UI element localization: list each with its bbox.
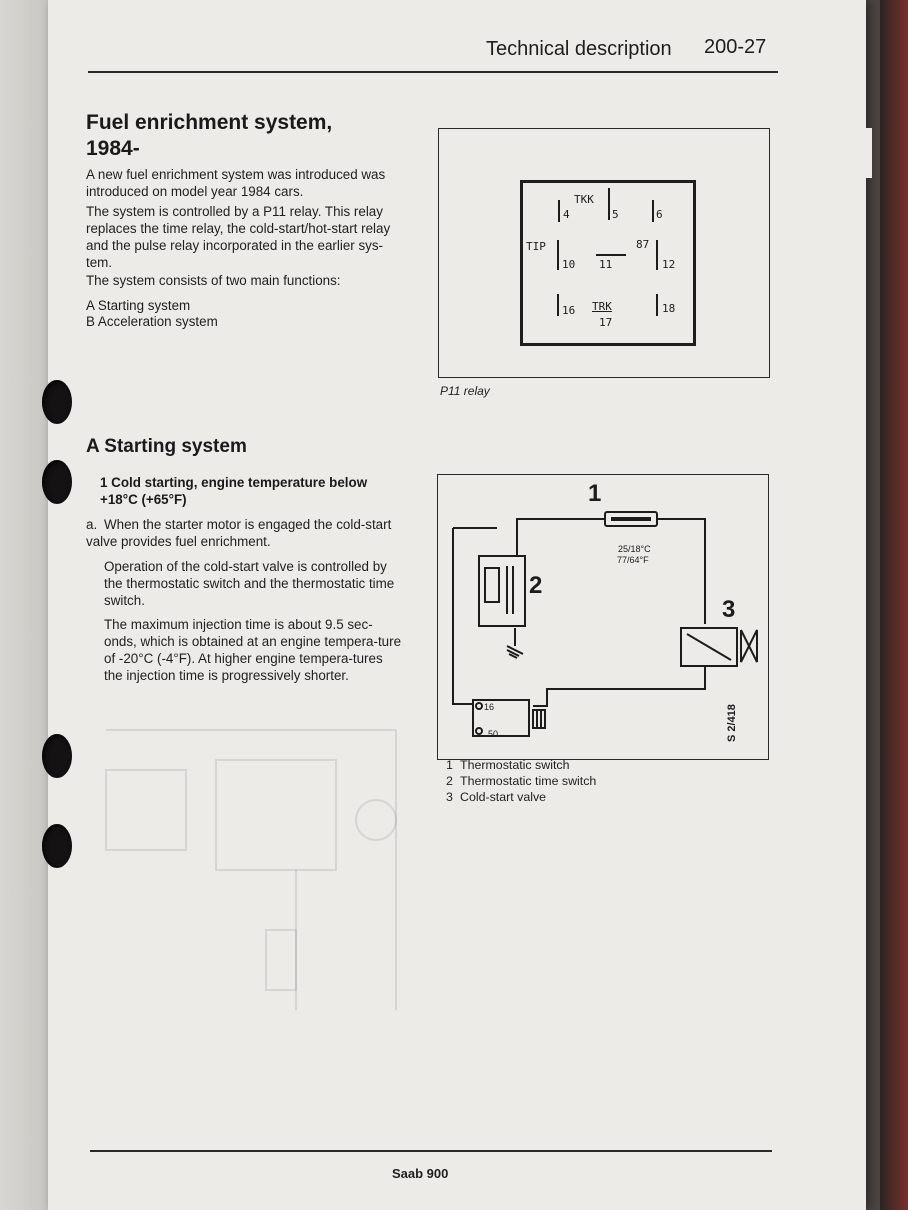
temperature-label: 77/64°F bbox=[617, 555, 649, 565]
terminal-label: 50 bbox=[488, 729, 499, 739]
pin-terminal bbox=[596, 254, 626, 256]
list-item-label: a. bbox=[86, 517, 98, 532]
functions-paragraph: The system consists of two main functions: bbox=[86, 273, 341, 288]
pin-label: TIP bbox=[526, 240, 546, 253]
pin-label: 11 bbox=[599, 258, 613, 271]
pin-label: TKK bbox=[574, 193, 594, 206]
intro-paragraph: A new fuel enrichment system was introduced was introduced on model year 1984 cars. bbox=[86, 167, 386, 199]
pin-label: TRK bbox=[592, 300, 612, 313]
page-number: 200-27 bbox=[704, 36, 767, 58]
function-a: A Starting system bbox=[86, 298, 191, 313]
legend-label: Thermostatic time switch bbox=[460, 774, 597, 788]
pin-label: 5 bbox=[612, 208, 619, 221]
terminal-label: 16 bbox=[484, 702, 495, 712]
pin-label: 17 bbox=[599, 316, 613, 329]
pin-label: 12 bbox=[662, 258, 676, 271]
bleed-through-diagram bbox=[96, 690, 426, 1090]
pin-terminal bbox=[656, 294, 658, 316]
legend-label: Thermostatic switch bbox=[460, 758, 570, 772]
legend-number: 3 bbox=[446, 790, 453, 804]
binder-edge bbox=[880, 0, 908, 1210]
pin-label: 18 bbox=[662, 302, 676, 315]
function-b: B Acceleration system bbox=[86, 314, 218, 329]
pin-label: 4 bbox=[563, 208, 570, 221]
pin-terminal bbox=[652, 200, 654, 222]
section-title: Technical description bbox=[486, 38, 672, 60]
indent-paragraph: The maximum injection time is about 9.5 sec-onds, which is obtained at an engine tempera-ture of -20°C (-4°F). At higher engine tempera-tures the injection time is progressively shorter. bbox=[104, 617, 402, 683]
legend-number: 1 bbox=[446, 758, 453, 772]
footer-divider bbox=[90, 1150, 772, 1152]
relay-caption: P11 relay bbox=[440, 384, 490, 398]
legend-item bbox=[446, 774, 596, 788]
punch-hole bbox=[42, 460, 72, 504]
legend-item bbox=[446, 758, 569, 772]
legend-label: Cold-start valve bbox=[460, 790, 547, 804]
indent-paragraph: Operation of the cold-start valve is controlled by the thermostatic switch and the thermostatic time switch. bbox=[104, 559, 395, 608]
punch-hole bbox=[42, 734, 72, 778]
list-item-a bbox=[86, 516, 406, 550]
list-item-text: When the starter motor is engaged the cold-start valve provides fuel enrichment. bbox=[86, 517, 392, 549]
pin-terminal bbox=[558, 200, 560, 222]
pin-terminal bbox=[656, 240, 658, 270]
relay-paragraph: The system is controlled by a P11 relay. This relay replaces the time relay, the cold-start/hot-start relay and the pulse relay incorporated in the earlier sys-tem. bbox=[86, 204, 391, 270]
page-heading: Fuel enrichment system, 1984- bbox=[86, 111, 333, 160]
temperature-label: 25/18°C bbox=[618, 544, 651, 554]
pin-label: 6 bbox=[656, 208, 663, 221]
pin-label: 10 bbox=[562, 258, 576, 271]
section-heading: A Starting system bbox=[86, 436, 247, 457]
callout-number: 3 bbox=[722, 596, 736, 623]
header-divider bbox=[88, 71, 778, 73]
pin-terminal bbox=[608, 188, 610, 220]
subsection-heading: 1 Cold starting, engine temperature below +18°C (+65°F) bbox=[100, 475, 368, 507]
pin-label: 16 bbox=[562, 304, 576, 317]
legend-item bbox=[446, 790, 546, 804]
pin-label: 87 bbox=[636, 238, 650, 251]
punch-hole bbox=[42, 824, 72, 868]
figure-reference: S 2/418 bbox=[726, 704, 738, 742]
callout-number: 1 bbox=[588, 480, 602, 507]
footer-brand: Saab 900 bbox=[392, 1166, 449, 1181]
pin-terminal bbox=[557, 294, 559, 316]
pin-terminal bbox=[557, 240, 559, 270]
circuit-wiring bbox=[437, 474, 768, 759]
legend-number: 2 bbox=[446, 774, 453, 788]
page-tab bbox=[858, 128, 872, 178]
callout-number: 2 bbox=[529, 572, 543, 599]
punch-hole bbox=[42, 380, 72, 424]
